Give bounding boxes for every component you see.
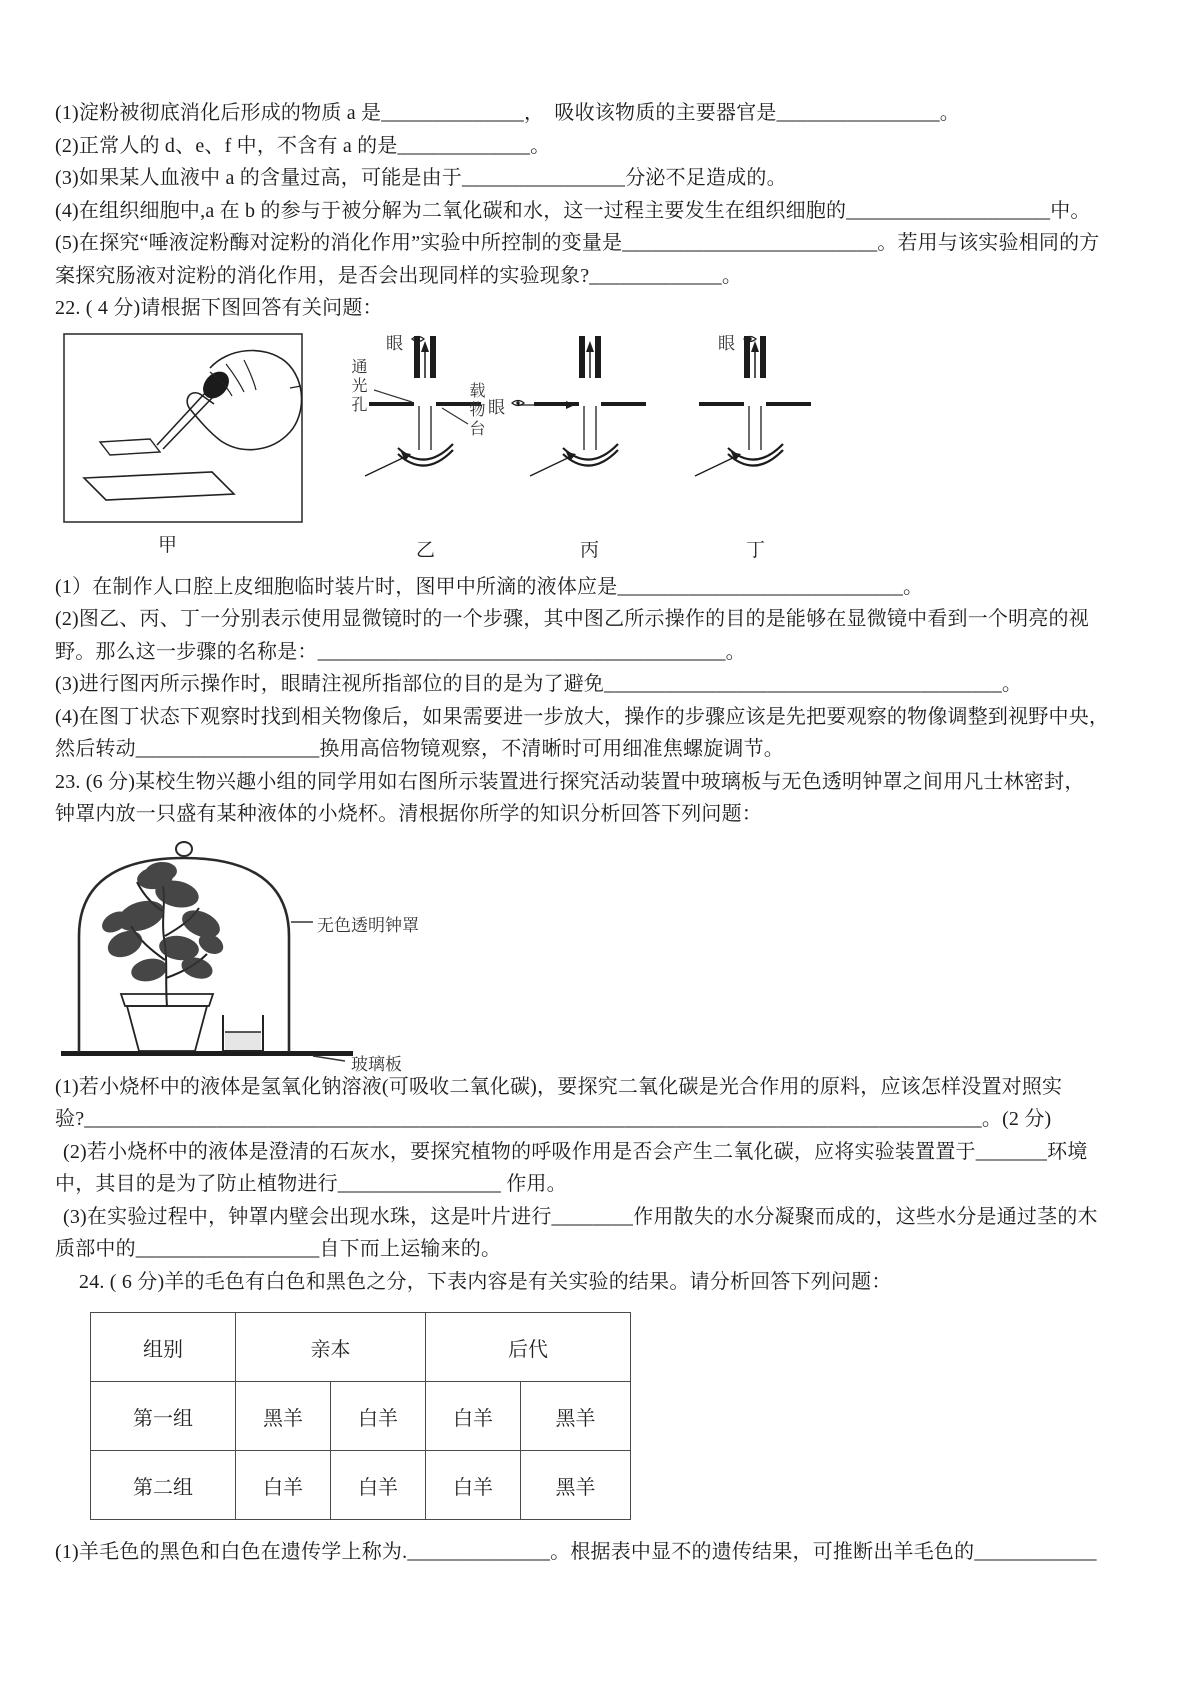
q23-line-5: (3)在实验过程中，钟罩内壁会出现水珠，这是叶片进行________作用散失的水分凝聚而成的，这些水分是通过茎的木 <box>63 1205 1098 1228</box>
q24-table <box>90 1312 631 1520</box>
q23-line-1: (1)若小烧杯中的液体是氢氧化钠溶液(可吸收二氧化碳)，要探究二氧化碳是光合作用的原料，应该怎样没置对照实 <box>55 1075 1063 1098</box>
cell: 黑羊 <box>521 1451 631 1520</box>
cell: 白羊 <box>426 1382 521 1451</box>
q23-intro <box>55 766 1155 831</box>
eye-label-yi: 眼 <box>386 333 403 353</box>
q21-block <box>55 97 1155 292</box>
belljar-drawing <box>55 832 495 1070</box>
panel-label-jia: 甲 <box>158 534 178 556</box>
cell: 第一组 <box>91 1382 236 1451</box>
q22-microscope-figure <box>60 328 890 568</box>
panel-label-yi: 乙 <box>416 539 436 561</box>
q23-line-6: 质部中的__________________自下而上运输来的。 <box>55 1238 502 1260</box>
q24-title: 24. ( 6 分)羊的毛色有白色和黑色之分，下表内容是有关实验的结果。请分析回答下列问题： <box>79 1270 892 1293</box>
q23-belljar-figure <box>55 832 495 1074</box>
light-hole-label: 通光孔 <box>349 357 366 415</box>
q22-line-3: 野。那么这一步骤的名称是：________________________________________。 <box>55 640 746 663</box>
q21-line-5: (5)在探究“唾液淀粉酶对淀粉的消化作用”实验中所控制的变量是_________________________。若用与该实验相同的方 <box>55 232 1100 254</box>
cell: 白羊 <box>331 1451 426 1520</box>
cell: 黑羊 <box>236 1382 331 1451</box>
q22-line-2: (2)图乙、丙、丁一分别表示使用显微镜时的一个步骤，其中图乙所示操作的目的是能够在显微镜中看到一个明亮的视 <box>55 608 1089 630</box>
q21-line-1: (1)淀粉被彻底消化后形成的物质 a 是______________， 吸收该物质的主要器官是________________。 <box>55 102 960 124</box>
stage-label: 载物台 <box>467 381 484 439</box>
header-offspring: 后代 <box>426 1313 631 1382</box>
eye-label-bing: 眼 <box>488 397 505 417</box>
q24-line-1: (1)羊毛色的黑色和白色在遗传学上称为.______________。根据表中显不的遗传结果，可推断出羊毛色的____________ <box>55 1541 1097 1563</box>
header-group: 组别 <box>91 1313 236 1382</box>
q23-intro-2: 钟罩内放一只盛有某种液体的小烧杯。清根据你所学的知识分析回答下列问题： <box>55 803 762 825</box>
q22-answers <box>55 571 1155 766</box>
header-parents: 亲本 <box>236 1313 426 1382</box>
cell: 黑羊 <box>521 1382 631 1451</box>
q21-line-2: (2)正常人的 d、e、f 中，不含有 a 的是_____________。 <box>55 134 551 157</box>
table-row <box>91 1451 631 1520</box>
q23-intro-1: 23. (6 分)某校生物兴趣小组的同学用如右图所示装置进行探究活动装置中玻璃板与无色透明钟罩之间用凡士林密封， <box>55 770 1085 793</box>
cell: 白羊 <box>426 1451 521 1520</box>
table-header-row <box>91 1313 631 1382</box>
q22-line-5: (4)在图丁状态下观察时找到相关物像后，如果需要进一步放大，操作的步骤应该是先把要观察的物像调整到视野中央， <box>55 705 1110 728</box>
glass-plate-label: 玻璃板 <box>351 1054 402 1074</box>
q23-line-2: 验?________________________________________________________________________________________。(2 分) <box>55 1108 1052 1130</box>
q23-answers <box>55 1071 1155 1266</box>
cell: 白羊 <box>331 1382 426 1451</box>
table-row <box>91 1382 631 1451</box>
q22-line-1: (1）在制作人口腔上皮细胞临时装片时，图甲中所滴的液体应是____________________________。 <box>55 575 924 598</box>
q21-line-6: 案探究肠液对淀粉的消化作用，是否会出现同样的实验现象?_____________。 <box>55 264 743 287</box>
dropper-hand-drawing <box>64 334 302 522</box>
q22-title: 22. ( 4 分)请根据下图回答有关问题： <box>55 297 383 319</box>
belljar-label: 无色透明钟罩 <box>317 915 419 935</box>
eye-label-ding: 眼 <box>718 333 735 353</box>
panel-label-bing: 丙 <box>580 539 600 561</box>
q23-line-4: 中，其目的是为了防止植物进行________________ 作用。 <box>55 1173 567 1195</box>
cell: 第二组 <box>91 1451 236 1520</box>
q21-line-4: (4)在组织细胞中,a 在 b 的参与于被分解为二氧化碳和水，这一过程主要发生在组织细胞的____________________中。 <box>55 199 1091 222</box>
microscope-steps-drawing <box>60 328 890 568</box>
q22-line-6: 然后转动__________________换用高倍物镜观察，不清晰时可用细准焦螺旋调节。 <box>55 738 784 760</box>
panel-label-ding: 丁 <box>746 539 766 561</box>
q22-line-4: (3)进行图丙所示操作时，眼睛注视所指部位的目的是为了避免_______________________________________。 <box>55 673 1023 695</box>
q21-line-3: (3)如果某人血液中 a 的含量过高，可能是由于________________分泌不足造成的。 <box>55 167 787 189</box>
q23-line-3: (2)若小烧杯中的液体是澄清的石灰水，要探究植物的呼吸作用是否会产生二氧化碳，应将实验装置置于_______环境 <box>63 1140 1088 1163</box>
cell: 白羊 <box>236 1451 331 1520</box>
